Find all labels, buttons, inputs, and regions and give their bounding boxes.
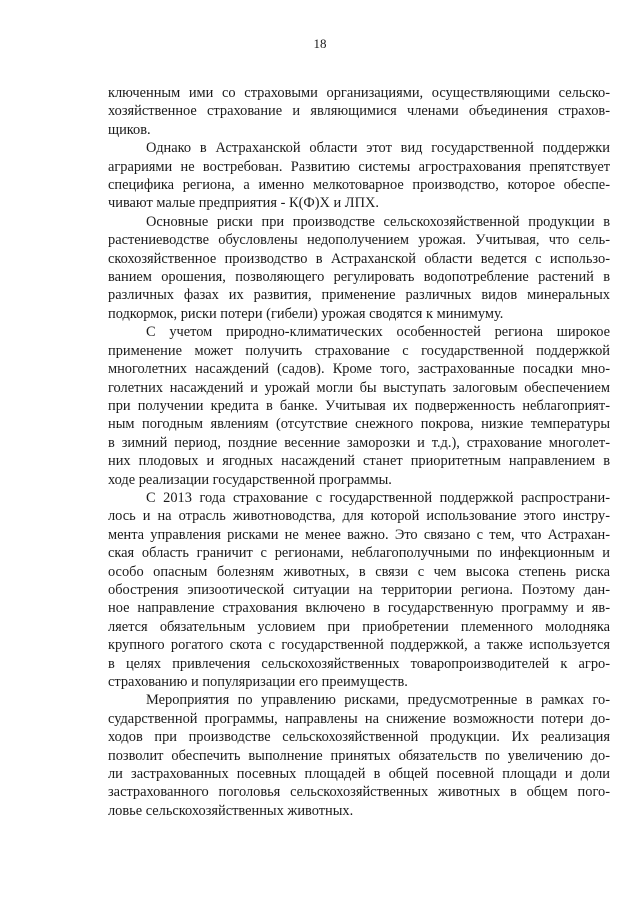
paragraph	[108, 489, 610, 691]
text-line: страхованию и популяризации его преимуществ.	[108, 674, 408, 690]
text-line: скохозяйственное производство в Астраханской области ведется с использо-	[108, 250, 610, 267]
text-line: многолетних насаждений (садов). Кроме того, застрахованные посадки мно-	[108, 361, 610, 378]
text-line: застрахованного поголовья сельскохозяйственных животных в общем пого-	[108, 784, 610, 801]
text-line: растениеводстве обусловлены недополучением урожая. Учитывая, что сель-	[108, 232, 610, 249]
paragraph	[108, 139, 610, 213]
text-line: чивают малые предприятия - К(Ф)Х и ЛПХ.	[108, 195, 379, 212]
text-line: Мероприятия по управлению рисками, предусмотренные в рамках го-	[146, 692, 610, 709]
text-line: ли застрахованных посевных площадей в общей посевной площади и доли	[108, 766, 610, 783]
text-line: ное направление страхования включено в государственную программу и яв-	[108, 600, 610, 617]
text-line: применение может получить страхование с государственной поддержкой	[108, 342, 610, 359]
text-line: крупного рогатого скота с государственной поддержкой, а также используется	[108, 637, 610, 654]
text-line: ным погодным явлениям (отсутствие снежного покрова, низкие температуры	[108, 416, 610, 433]
text-line: них плодовых и ягодных насаждений станет приоритетным направлением в	[108, 453, 610, 470]
text-line: ходов при производстве сельскохозяйственной продукции. Их реализация	[108, 729, 610, 746]
text-line: сударственной программы, направлены на снижение возможности потери до-	[108, 710, 610, 727]
text-line: подкормок, риски потери (гибели) урожая сводятся к минимуму.	[108, 305, 504, 322]
text-line: ключенным ими со страховыми организациями, осуществляющими сельско-	[108, 85, 610, 101]
text-line: ловье сельскохозяйственных животных.	[108, 802, 354, 819]
document-body	[108, 84, 610, 820]
text-line: мента управления рисками не менее важно. Это связано с тем, что Астрахан-	[108, 526, 610, 543]
text-line: в зимний период, поздние весенние заморозки и т.д.), страхование многолет-	[108, 434, 610, 451]
text-line: позволит обеспечить выполнение принятых обязательств по увеличению до-	[108, 747, 610, 764]
paragraph	[108, 84, 610, 139]
text-line: С учетом природно-климатических особенностей региона широкое	[146, 324, 610, 341]
paragraph	[108, 213, 610, 323]
text-line: Основные риски при производстве сельскохозяйственной продукции в	[146, 213, 610, 230]
text-line: голетних насаждений и урожай могли бы выступать залоговым обеспечением	[108, 379, 610, 396]
text-line: при получении кредита в банке. Учитывая их подверженность неблагоприят-	[108, 397, 610, 414]
text-line: ходе реализации государственной программы.	[108, 471, 392, 488]
text-line: ская область граничит с регионами, неблагополучными по инфекционным и	[108, 545, 610, 562]
text-line: хозяйственное страхование и являющимися членами объединения страхов-	[108, 103, 610, 120]
paragraph	[108, 691, 610, 820]
text-line: различных фазах их развития, применение различных видов минеральных	[108, 287, 610, 304]
text-line: С 2013 года страхование с государственной поддержкой распространи-	[146, 489, 610, 506]
text-line: специфика региона, а именно мелкотоварное производство, которое обеспе-	[108, 177, 610, 194]
text-line: в целях привлечения сельскохозяйственных товаропроизводителей к агро-	[108, 655, 610, 672]
text-line: ванием орошения, позволяющего регулировать водопотребление растений в	[108, 269, 610, 286]
text-line: обострения эпизоотической ситуации на территории региона. Поэтому дан-	[108, 581, 610, 598]
text-line: щиков.	[108, 121, 151, 138]
text-line: Однако в Астраханской области этот вид государственной поддержки	[146, 140, 610, 157]
text-line: лось и на отрасль животноводства, для которой использование этого инстру-	[108, 508, 610, 525]
text-line: особо опасным болезням животных, в связи с чем высока степень риска	[108, 563, 610, 580]
page-number: 18	[313, 36, 327, 51]
paragraph	[108, 323, 610, 489]
text-line: аграриями не востребован. Развитию системы агрострахования препятствует	[108, 158, 610, 175]
text-line: ляется обязательным условием при приобретении племенного молодняка	[108, 618, 610, 635]
